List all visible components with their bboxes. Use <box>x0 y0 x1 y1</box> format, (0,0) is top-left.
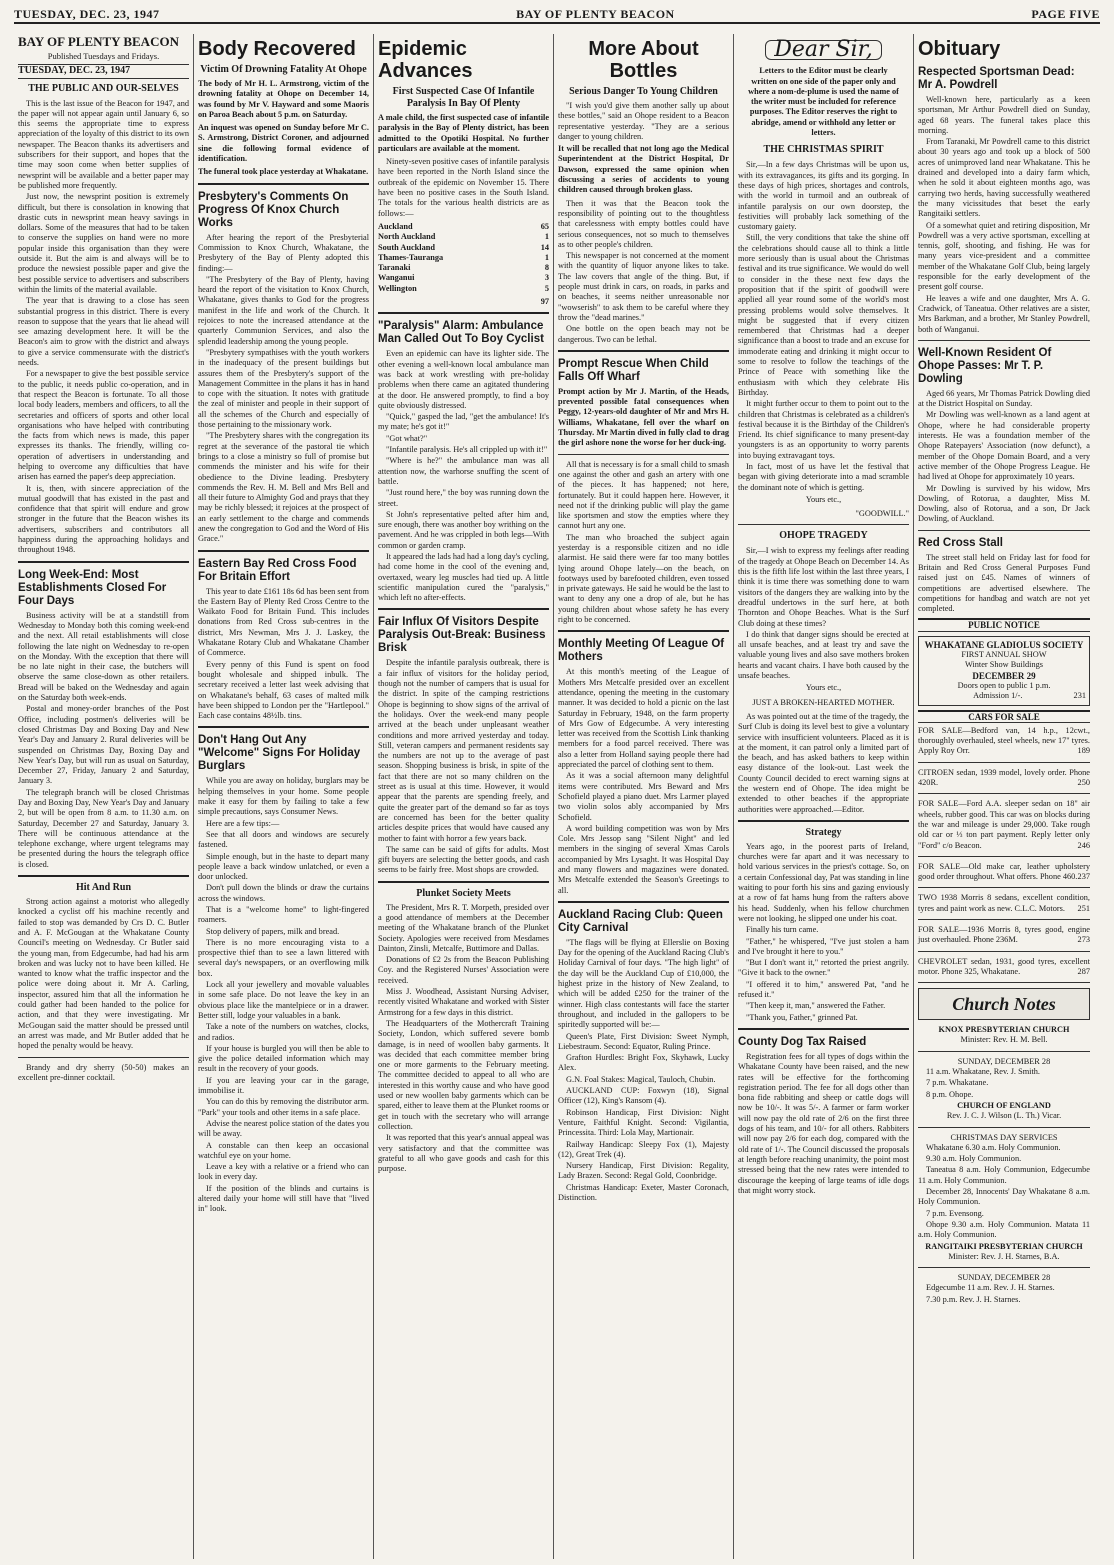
paragraph: This year to date £161 18s 6d has been sent from the Eastern Bay of Plenty Red Cross Centre to the Waikato Food for Britain Fund. This includes donations from Red Cross sub-centres in the district, Mrs Newman, Mrs J. J. Laskey, the Whakatane Rotary Club and Whakatane Chamber of Commerce. <box>198 586 369 658</box>
paragraph: Queen's Plate, First Division: Sweet Nymph, Liebestraum. Second: Equator, Ruling Prince. <box>558 1031 729 1051</box>
divider <box>18 1057 189 1058</box>
paragraph: It appeared the lads had had a long day's cycling, had come home in the cool of the evening and, overtaxed, weary leg muscles had tied up. A little scientific manipulation cured the "paralysis," which left no after-effects. <box>378 551 549 603</box>
car-ads <box>918 726 1090 983</box>
divider <box>198 183 369 185</box>
knox-head: KNOX PRESBYTERIAN CHURCH <box>938 1025 1070 1035</box>
presbytery-body <box>198 233 369 545</box>
district-name: Wellington <box>378 283 417 293</box>
notice-admission <box>922 691 1086 701</box>
paragraph: Simple enough, but in the haste to depart many people leave a back window unlatched, or even a door unlocked. <box>198 851 369 882</box>
paragraph: Railway Handicap: Sleepy Fox (1), Majesty (12), Great Trek (4). <box>558 1139 729 1159</box>
paragraph: That is a "welcome home" to light-fingered roamers. <box>198 905 369 925</box>
red-cross-body <box>198 587 369 722</box>
paragraph: Strong action against a motorist who allegedly knocked a cyclist off his machine recently and failed to stop was demanded by Crs D. C. Butler and A. F. McGougan at the Whakatane County Council's meeting on Wednesday. Cr Butler said the young man, from Edgecumbe, had had his arm broken and was lucky not to have been killed. He wanted to know what the traffic inspector and the police were doing about it. Mr A. Carling, inspector, assured him that all the information he could gather had been handed to the police for action, and that they were investigating. Mr McGougan said the matter should be pressed until an arrest was made, and Mr Butler added that he hoped the penalty would be heavy. <box>18 897 189 1051</box>
paragraph: After hearing the report of the Presbyterial Commission to Knox Church, Whakatane, the Presbytery of the Bay of Plenty adopted this finding:— <box>198 232 369 273</box>
paragraph: "Father," he whispered, "I've just stolen a ham and I've brought it here to you." <box>738 936 909 956</box>
epidemic-para: Ninety-seven positive cases of infantile paralysis have been reported in the North Island since the outbreak of the epidemic on November 15. There have been no positive cases in the South Island. The totals for the various health districts are as follows:— <box>378 157 549 218</box>
paragraph: "Infantile paralysis. He's all crippled up with it!" <box>386 445 548 455</box>
eng-services: CHRISTMAS DAY SERVICES <box>950 1132 1058 1142</box>
paragraph: While you are away on holiday, burglars may be helping themselves in your home. Some people make it easy for them by failing to take a few simple precautions, says Consumer News. <box>198 776 369 817</box>
district-name: Thames-Tauranga <box>378 252 444 262</box>
paragraph: 7 p.m. Evensong. <box>926 1208 984 1218</box>
divider <box>738 1028 909 1030</box>
rang-minister: Minister: Rev. J. H. Starnes, B.A. <box>948 1251 1060 1261</box>
paragraph: 11 a.m. Whakatane, Rev. J. Smith. <box>926 1067 1040 1077</box>
knox-minister: Minister: Rev. H. M. Bell. <box>960 1035 1048 1045</box>
paragraph: Postal and money-order branches of the Post Office, including postmen's deliveries will be closed Christmas Day and Boxing Day and New Year's Day and January 2. Rural deliveries will be suspended on Christmas Day, Boxing Day and New Year's Day, but will run as usual on Saturday, December 27, Friday, January 2 and Saturday, January 3. <box>18 704 189 786</box>
ad-text: FOR SALE—1936 Morris 8, tyres good, engine just overhauled. Phone 236M. <box>918 925 1090 945</box>
divider <box>918 340 1090 341</box>
notice-date: DECEMBER 29 <box>972 670 1036 681</box>
ad-ref: 246 <box>1077 840 1090 850</box>
paragraph: The man who broached the subject again yesterday is a responsible citizen and no idle alarmist. He said there were far too many bottles lying around Ohope lately—on the beach, on footways used by barefooted children, even tossed in private gateways. He said he would be the last to want to deny any one a drop of ale, but he has young children about whose safety he has every right to be concerned. <box>558 532 729 625</box>
case-count: 8 <box>544 263 549 273</box>
editorial-body <box>18 99 189 556</box>
paragraph: "Thank you, Father," grinned Pat. <box>746 1012 858 1022</box>
paragraph: One bottle on the open beach may not be dangerous. Two can be lethal. <box>558 324 729 344</box>
divider <box>558 350 729 352</box>
divider <box>918 919 1090 920</box>
ad-ref: 189 <box>1077 746 1090 756</box>
paragraph: Lock all your jewellery and movable valuables in some safe place. Do not leave the key in an obvious place like the mantelpiece or in a drawer. Better still, lodge your valuables in a bank. <box>198 980 369 1020</box>
column-3 <box>374 34 554 1559</box>
paragraph: For a newspaper to give the best possible service to the public, it needs public co-operation, and in that respect the Beacon is fortunate. To all those local body leaders, members and officers, to all the secretaries and officers of sports and other local organisations who have helped with contributing the facts from which news is made, this paper expresses its thanks. The friendly, willing co-operation of advertisers in understanding and helping to overcome any difficulties that have arisen has earned the paper's deep appreciation. <box>18 369 189 482</box>
classified-ad <box>918 768 1090 789</box>
case-count: 14 <box>540 242 549 252</box>
knox-date: SUNDAY, DECEMBER 28 <box>957 1056 1051 1066</box>
cocktail-filler: Brandy and dry sherry (50-50) makes an excellent pre-dinner cocktail. <box>18 1062 189 1082</box>
divider <box>558 454 729 455</box>
paragraph: Of a somewhat quiet and retiring disposition, Mr Powdrell was a very active sportsman, excelling at tennis, golf, shooting, and fishing. He was for many years vice-president and a committee member of the Whakatane Golf Club, being largely responsible for the early development of the present golf course. <box>918 220 1090 292</box>
knox-lines <box>918 1067 1090 1100</box>
mothers-body <box>558 667 729 896</box>
paragraph: Every penny of this Fund is spent on food bought wholesale and shipped inbulk. The secretary received a letter last week advising that on Whakatane's behalf, 63 cases of malted milk have been shipped to London per the "Hartlepool." Each case contains 48½lb. tins. <box>198 659 369 721</box>
paragraph: Registration fees for all types of dogs within the Whakatane County have been raised, and the new rates will be effective for the forthcoming registration period. The fee for all dogs other than bona fide rabbiting and sheep or cattle dogs will now be 10/-. It was 5/-. A farmer or farm worker will now pay the old rate of 2/6 on the first three dogs of his team, and 10/- for all others. Rabbiters will now pay 2/6 for each dog, compared with the old rate of 1/-. The Council discussed the proposals at length before reaching unanimity, the point most stressed being that the new rates were intended to discourage the keeping of large teams of idle dogs that might worry stock. <box>738 1051 909 1195</box>
cases-table <box>378 222 549 294</box>
table-row <box>378 263 549 273</box>
paragraph: Mr Dowling was well-known as a land agent at Ohope, where he had considerable property interests. He was a foundation member of the Ohope Ratepayers' Association (now defunct), a member of the Ohope Domain Board, and a very active member of the Ohope Progress League. He had lived at Ohope for approximately 10 years. <box>918 410 1090 482</box>
racing-head: Auckland Racing Club: Queen City Carnival <box>558 908 723 934</box>
table-row <box>378 253 549 263</box>
district-name: South Auckland <box>378 242 435 252</box>
running-head-paper: BAY OF PLENTY BEACON <box>516 7 675 21</box>
paragraph: At this month's meeting of the League of Mothers Mrs Metcalfe presided over an excellent attendance, opening the meeting in the customary manner. It was decided to hold a picnic on the last Saturday in February, 1948, on the farm property of Mrs Gow of Edgecumbe. A very interesting letter was received from the Scottish Link thanking members for a food parcel received. There was also a letter from Holland saying people there had appreciated the parcel of clothing sent to them. <box>558 667 729 770</box>
divider <box>918 951 1090 952</box>
obituary-head: Obituary <box>918 38 1001 60</box>
notice-admission-text: Admission 1/-. <box>973 691 1023 701</box>
divider <box>918 856 1090 857</box>
rang-head: RANGITAIKI PRESBYTERIAN CHURCH <box>925 1241 1083 1251</box>
editorial-head: THE PUBLIC AND OUR-SELVES <box>28 82 179 94</box>
paragraph: Donations of £2 2s from the Beacon Publishing Coy. and the Registered Nurses' Association were received. <box>378 955 549 985</box>
bottles-head: More About Bottles <box>588 38 699 82</box>
divider <box>18 561 189 563</box>
notice-venue: Winter Show Buildings <box>964 660 1044 670</box>
paragraph: Nursery Handicap, First Division: Regality, Lady Brazen. Second: Regal Gold, Coonbridge. <box>558 1161 729 1181</box>
dog-tax-head: County Dog Tax Raised <box>738 1035 867 1048</box>
paragraph: Don't pull down the blinds or draw the curtains across the windows. <box>198 883 369 903</box>
paragraph: Finally his turn came. <box>746 925 819 935</box>
table-row <box>378 222 549 232</box>
paragraph: In fact, most of us have let the festival that began with giving deteriorate into a mad scramble the dominant note of which is getting. <box>738 461 909 492</box>
paragraph: Miss J. Woodhead, Assistant Nursing Adviser, recently visited Whakatane and worked with Sister Armstrong for a few days in this district. <box>378 987 549 1017</box>
paragraph: Aged 66 years, Mr Thomas Patrick Dowling died at the District Hospital on Sunday. <box>918 388 1090 409</box>
paragraph: It is, then, with sincere appreciation of the mutual goodwill that has existed in the past and confidence that that spirit will endure and grow stronger in the future that the Beacon wishes its advertisers, subscribers and contributors all happiness during the approaching holidays and throughout 1948. <box>18 483 189 555</box>
district-name: Wanganui <box>378 273 415 283</box>
running-head-date: TUESDAY, DEC. 23, 1947 <box>14 7 160 21</box>
paragraph: "Then keep it, man," answered the Father. <box>746 1001 886 1011</box>
epidemic-sub: First Suspected Case Of Infantile Paralysis In Bay Of Plenty <box>392 86 535 109</box>
paragraph: 7.30 p.m. Rev. J. H. Starnes. <box>926 1294 1021 1304</box>
paragraph: St John's representative pelted after him and, sure enough, there was another boy writhing on the pavement. And he was crippled in both legs—With common or garden cramp. <box>378 509 549 550</box>
cases-total: 97 <box>540 297 549 307</box>
prompt-rescue-deck: Prompt action by Mr J. Martin, of the Heads, prevented possible fatal consequences when Peggy, 12-years-old daughter of Mr and Mrs H. Williams, Whakatane, fell over the wharf on Thursday. Mr Martin dived in fully clad to drag the girl ashore none the worse for her duck-ing. <box>558 386 729 448</box>
divider <box>558 901 729 903</box>
district-name: Auckland <box>378 221 413 231</box>
divider <box>378 312 549 314</box>
signoff-3: Yours etc., <box>805 683 842 693</box>
paragraph: Leave a key with a relative or a friend who can look in every day. <box>198 1162 369 1182</box>
eng-lines <box>918 1143 1090 1241</box>
divider <box>738 820 909 822</box>
paragraph: Then it was that the Beacon took the responsibility of pointing out to the thoughtless that carelessness with empty bottles could have serious consequences, not so much to themselves as to other people's children. <box>558 198 729 249</box>
paragraph: Christmas Handicap: Exeter, Master Coronach, Distinction. <box>558 1182 729 1203</box>
paragraph: He leaves a wife and one daughter, Mrs A. G. Cradwick, of Taneatua. Other relatives are a sister, Mrs Barkman, and a brother, Mr Stanley Powdrell, both of Wanganui. <box>918 293 1090 334</box>
paragraph: Sir,—I wish to express my feelings after reading of the tragedy at Ohope Beach on December 14. As this is the fifth life lost within the last three years, I think it is time there was something done to warn visitors of the dangers they are walking into by the dreadful undertows in the surf here, at both Thornton and Ohope Beaches. What is the Surf Club doing at these times? <box>738 546 909 628</box>
case-count: 5 <box>544 283 549 293</box>
paragraph: If your house is burgled you will then be able to give the police detailed information which may result in the recovery of your goods. <box>198 1043 369 1074</box>
paragraph: Mr Dowling is survived by his widow, Mrs Dowling, of Rotorua, a daughter, Miss M. Dowling, also of Rotorua, and a son, Dr Jack Dowling, of Auckland. <box>918 483 1090 524</box>
long-weekend-body <box>18 611 189 870</box>
classified-ad <box>918 893 1090 914</box>
paragraph: All that is necessary is for a small child to smash one against the other and gash an artery with one of the pieces. It has happened; not here, fortunately. But it could happen here. However, it need not if the drinking public will play the game like sportsmen and stow the empties where they cannot hurt any one. <box>558 459 729 531</box>
plunket-body <box>378 903 549 1175</box>
paragraph: Whakatane 6.30 a.m. Holy Communion. <box>926 1142 1061 1152</box>
paragraph: Take a note of the numbers on watches, clocks, and radios. <box>198 1022 369 1042</box>
divider <box>918 762 1090 763</box>
rang-lines <box>918 1283 1090 1305</box>
paragraph: The Headquarters of the Mothercraft Training Society, London, which suffered severe bomb damage, is in need of woollen baby garments. It was decided that each committee member bring one or more garments to the February meeting. The committee decided to appeal to all who are interested in this worthy cause and who have good used or new woollen baby garments which can be spared, either to leave them at the Plunket rooms or get in touch with the secretary who will arrange collection. <box>378 1018 549 1131</box>
paragraph: The year that is drawing to a close has seen substantial progress in this district. There is every reason to suppose that the years that lie ahead will see amazing development here. It will be the Beacon's aim to grow with the district and always to give a service commensurate with the district's needs. <box>18 296 189 368</box>
signoff-2: "GOODWILL." <box>855 509 909 519</box>
epidemic-deck: A male child, the first suspected case of infantile paralysis in the Bay of Plenty district, has been admitted to the Opotiki Hospital. No further particulars are available at the moment. <box>378 113 549 153</box>
masthead-date: TUESDAY, DEC. 23, 1947 <box>18 64 189 78</box>
paragraph: The President, Mrs R. T. Morpeth, presided over a good attendance of members at the December meeting of the Whakatane branch of the Plunket Society. Apologies were received from Mesdames Dainton, Zinsli, Metcalfe, Buttimore and Dallas. <box>378 902 549 953</box>
paragraph: See that all doors and windows are securely fastened. <box>198 829 369 850</box>
column-5 <box>734 34 914 1559</box>
burglars-body <box>198 776 369 1214</box>
long-weekend-head: Long Week-End: Most Establishments Closed For Four Days <box>18 568 167 607</box>
paragraph: Robinson Handicap, First Division: Night Venture, Faithful Knight. Second: Vigilantia, Princessita. Third: Lola May, Martionair. <box>558 1107 729 1138</box>
paragraph: December 28, Innocents' Day Whakatane 8 a.m. Holy Communion. <box>918 1187 1090 1207</box>
divider <box>918 793 1090 794</box>
paragraph: Advise the nearest police station of the dates you will be away. <box>198 1118 369 1139</box>
ad-text: TWO 1938 Morris 8 sedans, excellent condition, tyres and paint work as new. C.L.C. Motors. <box>918 893 1090 913</box>
paragraph: I do think that danger signs should be erected at all unsafe beaches, and at least try and save the valuable young lives and also save mothers broken hearts and vacant chairs. I have both caused by the unsafe beaches. <box>738 629 909 681</box>
cars-label: CARS FOR SALE <box>918 710 1090 723</box>
divider <box>918 530 1090 531</box>
paragraph: "The Presbytery shares with the congregation its regret at the severance of the pastoral tie which brings to a close a ministry so full of promise but commends the minister and his wife for their obedience to the Divine leading. Presbytery commends the Rev. H. M. Bell and Mrs Bell and all their future to Almighty God and prays that they may be richly blessed; it rejoices at the prospect of an early settlement to the charge and commends anew the congregation to God and the Word of His Grace." <box>198 431 369 544</box>
paragraph: "The Presbytery of the Bay of Plenty, having heard the report of the visitation to Knox Church, Whakatane, gives thanks to God for the progress manifest in the life and work of the Church. It rejoices to note the increased attendance at the quarterly Communion Services, and also the splendid leadership among the young people. <box>198 274 369 346</box>
paragraph: Years ago, in the poorest parts of Ireland, churches were far apart and it was necessary to hold various services in the priest's cottage. So, on a certain Confessional day, Pat was standing in line waiting to pour forth his sins and gazing enviously at a row of fat hams hung from the rafters above his head. Suddenly, when his fellow churchmen were not looking, he slipped one under his coat. <box>738 841 909 923</box>
ad-text: FOR SALE—Old make car, leather upholstery good order throughout. What offers. Phone 460. <box>918 861 1090 882</box>
body-recovered-sub: Victim Of Drowning Fatality At Ohope <box>200 64 367 75</box>
divider <box>918 887 1090 888</box>
column-1 <box>14 34 194 1559</box>
paragraph: This is the last issue of the Beacon for 1947, and the paper will not appear again until January 6, so this seems the appropriate time to express appreciation of the loyalty of this district to its own newspaper. The Beacon thanks its advertisers and subscribers for their support, and hopes that the time may soon come when better supplies of newsprint will be available and a better paper may be published more frequently. <box>18 98 189 190</box>
columns <box>14 34 1104 1559</box>
bottles-para1: "I wish you'd give them another sally up about these bottles," said an Ohope resident to a Beacon representative yesterday. "They are a serious danger to young children. <box>558 101 729 141</box>
obit-2-head: Well-Known Resident Of Ohope Passes: Mr T. P. Dowling <box>918 346 1052 385</box>
classified-ad <box>918 925 1090 946</box>
paragraph: Grafton Hurdles: Bright Fox, Skyhawk, Lucky Alex. <box>558 1053 729 1073</box>
divider <box>378 608 549 610</box>
paragraph: The same can be said of gifts for adults. Most gift buyers are selecting the better goods, and cash seems to be fairly free. Most shops are crowded. <box>378 844 549 875</box>
signoff-4: JUST A BROKEN-HEARTED MOTHER. <box>752 697 895 707</box>
district-name: Taranaki <box>378 263 411 273</box>
paragraph: There is no more encouraging vista to a prospective thief than to see a lawn littered with several day's newspapers, or an overflowing milk box. <box>198 937 369 978</box>
hit-and-run-head: Hit And Run <box>75 882 132 894</box>
paragraph: A constable can then keep an occasional watchful eye on your home. <box>198 1140 369 1160</box>
hit-and-run-body <box>18 897 189 1051</box>
influx-head: Fair Influx Of Visitors Despite Paralysis Out-Break: Business Brisk <box>378 616 546 655</box>
dog-tax-body <box>738 1052 909 1196</box>
ad-ref: 250 <box>1077 778 1090 788</box>
classified-ad <box>918 957 1090 978</box>
district-name: North Auckland <box>378 232 436 242</box>
paragraph: Sir,—In a few days Christmas will be upon us, with its extravagances, its gifts and its gorging. In these days of high prices, shortages and controls, with the world in turmoil and an outbreak of infantile paralysis on our own doorstep, the festivities will probably lack something of the customary gaiety. <box>738 160 909 232</box>
christmas-spirit-head: THE CHRISTMAS SPIRIT <box>763 144 884 156</box>
paragraph: From Taranaki, Mr Powdrell came to this district about 30 years ago and took up a block of 500 acres of unimproved land near Whakatane. This he drained and developed into a dairy farm which, when he sold it about eighteen months ago, was carrying two herds, having successfully weathered the many vicissitudes that beset the early Rangitaiki settlers. <box>918 137 1090 219</box>
divider <box>198 726 369 728</box>
paragraph: It might further occur to them to point out to the children that Christmas is celebrated as a children's festival because it is the Birthday of the Children's Friend. Its chief significance to many present-day youngsters is as an opportunity to worry parents into buying extravagant toys. <box>738 399 909 460</box>
paragraph: The telegraph branch will be closed Christmas Day and Boxing Day, New Year's Day and January 2, but will be open from 8 a.m. to 11.30 a.m. on Saturday, December 27 and Saturday, January 3. There will be continuous attendance at the telephone exchange, where urgent telegrams may be presented during the hours the telegraph office is closed. <box>18 787 189 869</box>
public-notice-label: PUBLIC NOTICE <box>918 618 1090 631</box>
red-cross-stall-head: Red Cross Stall <box>918 536 1003 549</box>
table-row <box>378 273 549 283</box>
obit-1-body <box>918 95 1090 335</box>
red-cross-head: Eastern Bay Red Cross Food For Britain Effort <box>198 557 357 583</box>
paragraph: "I offered it to him," answered Pat, "and he refused it." <box>738 979 909 1000</box>
paragraph: Ohope 9.30 a.m. Holy Communion. Matata 11 a.m. Holy Communion. <box>918 1219 1090 1240</box>
table-row <box>378 232 549 242</box>
table-row <box>378 243 549 253</box>
bottles-body <box>558 199 729 345</box>
letters-note: Letters to the Editor must be clearly written on one side of the paper only and where a nom-de-plume is used the name of the writer must be included for reference purposes. The Editor reserves the right to abridge, amend or withhold any letter or letters. <box>748 66 899 138</box>
divider <box>378 881 549 883</box>
case-count: 1 <box>544 252 549 262</box>
notice-org: WHAKATANE GLADIOLUS SOCIETY <box>924 639 1084 650</box>
paragraph: If you are leaving your car in the garage, immobilise it. <box>198 1075 369 1096</box>
strategy-head: Strategy <box>805 826 842 838</box>
paragraph: Even an epidemic can have its lighter side. The other evening a well-known local ambulance man was back at work wrestling with pre-holiday problems when there came an agitated thundering at the door. He answered promptly, to find a boy quite obviously distressed. <box>378 349 549 410</box>
paragraph: "But I don't want it," retorted the priest angrily. "Give it back to the owner." <box>738 958 909 978</box>
prompt-rescue-head: Prompt Rescue When Child Falls Off Wharf <box>558 357 709 383</box>
obit-2-body <box>918 389 1090 525</box>
column-2 <box>194 34 374 1559</box>
paragraph: You can do this by removing the distributor arm. "Park" your tools and other items in a safe place. <box>198 1097 369 1117</box>
paragraph: "Where is he?" the ambulance man was all attention now, the warhorse snuffing the scent of battle. <box>378 456 549 486</box>
ad-ref: 287 <box>1077 966 1090 976</box>
burglars-head: Don't Hang Out Any "Welcome" Signs For Holiday Burglars <box>198 734 361 773</box>
case-count: 65 <box>540 221 549 231</box>
editor-reply: As was pointed out at the time of the tragedy, the Surf Club is doing its level best to give a voluntary service with insufficient volunteers. Placed as it is at the moment, it can patrol only a limited part of the beach, and has asked bathers to keep within easy distance of the look-out. Last week the County Council decided to erect warning signs at the western end of Ohope. The idea might be extended to other beaches if the appropriate authorities were approached.—Editor. <box>738 711 909 814</box>
christmas-spirit-body <box>738 160 909 493</box>
body-recovered-deck3: The funeral took place yesterday at Whakatane. <box>198 167 369 177</box>
mothers-head: Monthly Meeting Of League Of Mothers <box>558 638 725 664</box>
column-4 <box>554 34 734 1559</box>
paragraph: A word building competition was won by Mrs Cole. Mrs Jessop sang "Silent Night" and led members in the singing of several Xmas Carols accompanied by Mrs Lysaght. It was Hospital Day and many flowers and magazines were donated. Mrs Metcalfe extended the Season's Greetings to all. <box>558 823 729 895</box>
ohope-tragedy-body <box>738 546 909 681</box>
masthead-title: BAY OF PLENTY BEACON <box>18 34 179 49</box>
paragraph: Despite the infantile paralysis outbreak, there is a fair influx of visitors for the holiday period, though not the number of campers that is usual for the district. In spite of the camping restrictions Ohope is beginning to show signs of the arrival of the holidays. Over the week-end many people arrived at the beach under unpleasant weather conditions and more arrived yesterday and today. Still, veteran campers and permanent residents say the numbers are not up to the average of past season. Shopping business is brisk, in spite of the fact that there are not so many children on the street as is usual at this time. However, it would appear that the parents are spending freely, and quite the greater part of the demand so far as toys are concerned has been for the better quality articles despite prices that would have caused any mother to faint with horror a few years back. <box>378 658 549 843</box>
red-cross-stall-body: The street stall held on Friday last for food for Britain and Red Cross General Purposes Fund raised just on £45. Names of winners of competitions are advertised elsewhere. The competitions for handbag and watch are not yet completed. <box>918 552 1090 614</box>
dear-sir-banner: Dear Sir, <box>765 40 881 60</box>
rang-date: SUNDAY, DECEMBER 28 <box>957 1273 1051 1283</box>
paragraph: 8 p.m. Ohope. <box>926 1089 974 1099</box>
ad-text: CHEVROLET sedan, 1931, good tyres, excellent motor. Phone 325, Whakatane. <box>918 956 1090 976</box>
running-head-page: PAGE FIVE <box>1031 7 1100 21</box>
divider <box>918 982 1090 983</box>
presbytery-head: Presbytery's Comments On Progress Of Knox Church Works <box>198 190 349 229</box>
paragraph: "Presbytery sympathises with the youth workers in the inadequacy of the present buildings but assures them of the Presbytery's support of the Management Committee in the plans it has in hand to cope with the situation. It notes with gratitude the zeal of minister and people in their support of all the schemes of the Church and especially of those pertaining to the missionary work. <box>198 347 369 430</box>
signoff-1: Yours etc., <box>805 494 842 504</box>
paragraph: "Quick," gasped the lad, "get the ambulance! It's my mate; he's got it!" <box>378 412 549 432</box>
divider <box>18 875 189 877</box>
paragraph: Still, the very conditions that take the shine off the celebrations should cause all to think a little more seriously than is usual about the Christmas festival and its true significance. We would do well to consider in the these next few days the proposition that if the spirit of goodwill were applied all year round some of the world's most pressing problems would solve themselves. It might be suggested that if every citizen remembered that Christmas had a deeper significance than a boost to trade and an excuse for immoderate eating and drinking it might occur to some to resolve to follow the teachings of the Prince of Peace with something like the enthusiasm with which they celebrate His Birthday. <box>738 233 909 397</box>
paragraph: G.N. Foal Stakes: Magical, Tauloch, Chubin. <box>566 1074 716 1084</box>
divider <box>918 1127 1090 1128</box>
paralysis-alarm-body <box>378 349 549 603</box>
masthead-pub: Published Tuesdays and Fridays. <box>47 51 160 61</box>
eng-head: CHURCH OF ENGLAND <box>957 1100 1051 1110</box>
classified-ad <box>918 862 1090 883</box>
divider <box>918 1267 1090 1268</box>
notice-ref: 231 <box>1073 691 1086 701</box>
divider <box>558 630 729 632</box>
classified-ad <box>918 799 1090 850</box>
ad-text: FOR SALE—Ford A.A. sleeper sedan on 18" air wheels, rubber good. This car was on blocks during the war and mileage is under 29,000. Take rough old car or ⅓ ton part payment. Reply letter only "Ford" c/o Beacon. <box>918 799 1090 850</box>
paragraph: It was reported that this year's annual appeal was very satisfactory and that the committee was grateful to all who gave goods and cash for this purpose. <box>378 1133 549 1174</box>
paragraph: Taneatua 8 a.m. Holy Communion, Edgecumbe 11 a.m. Holy Communion. <box>918 1165 1090 1185</box>
paralysis-alarm-head: "Paralysis" Alarm: Ambulance Man Called Out To Boy Cyclist <box>378 320 544 346</box>
ad-text: CITROEN sedan, 1939 model, lovely order. Phone 420R. <box>918 767 1090 788</box>
ad-ref: 251 <box>1077 903 1090 913</box>
epidemic-head: Epidemic Advances <box>378 38 473 82</box>
prompt-rescue-body <box>558 460 729 626</box>
case-count: 1 <box>544 232 549 242</box>
paragraph: 9.30 a.m. Holy Communion. <box>926 1154 1022 1164</box>
gladiolus-notice <box>918 636 1090 706</box>
ad-text: FOR SALE—Bedford van, 14 h.p., 12cwt., thoroughly overhauled, steel wheels, new 17" tyres. Apply Roy Orr. <box>918 725 1090 756</box>
paragraph: AUCKLAND CUP: Foxwyn (18), Signal Officer (12), King's Ransom (4). <box>558 1086 729 1106</box>
ad-ref: 237 <box>1077 872 1090 882</box>
divider <box>738 524 909 525</box>
running-head <box>14 2 1100 24</box>
racing-body <box>558 938 729 1203</box>
column-6 <box>914 34 1094 1559</box>
influx-body <box>378 658 549 875</box>
paragraph: "Just round here," the boy was running down the street. <box>378 488 549 508</box>
bottles-sub: Serious Danger To Young Children <box>569 86 718 97</box>
notice-event: FIRST ANNUAL SHOW <box>961 650 1047 660</box>
notice-doors: Doors open to public 1 p.m. <box>957 680 1051 690</box>
body-recovered-deck: The body of Mr H. L. Armstrong, victim of the drowning fatality at Ohope on December 14, was found by Mr V. Hayward and some Maoris on Paroa Beach about 5 p.m. on Saturday. <box>198 79 369 119</box>
paragraph: Just now, the newsprint position is extremely difficult, but there is consolation in knowing that drastic cuts in newsprint mean heavy savings in dollars. Some of the measures that had to be taken to conserve the supplies on hand were no more popular inside this organisation than they were outside it. But the aim is and always will be to produce the newsiest possible paper and give the best possible service to advertisers and subscribers within the limits of the material available. <box>18 192 189 294</box>
paragraph: Edgecumbe 11 a.m. Rev. J. H. Starnes. <box>926 1283 1055 1293</box>
obit-1-head: Respected Sportsman Dead: Mr A. Powdrell <box>918 66 1075 91</box>
ad-ref: 273 <box>1077 935 1090 945</box>
divider <box>198 550 369 552</box>
paragraph: This newspaper is not concerned at the moment with the quantity of liquor anyone likes to take. The law covers that angle of the thing. But, if people must drink in cars, on roads, in parks and on beaches, it seems neither unreasonable nor "wowserish" to ask them to be careful where they throw the "dead marines." <box>558 251 729 322</box>
paragraph: Here are a few tips:— <box>206 818 280 828</box>
strategy-body <box>738 842 909 1023</box>
ohope-tragedy-head: OHOPE TRAGEDY <box>779 530 868 542</box>
paragraph: As it was a social afternoon many delightful items were contributed. Mrs Beward and Mrs Schofield played a piano duet. Mrs Larmer played two violin solos ably accompanied by Mrs Schofield. <box>558 771 729 822</box>
case-count: 3 <box>544 273 549 283</box>
table-row <box>378 284 549 294</box>
body-recovered-deck2: An inquest was opened on Sunday before Mr C. S. Armstrong, District Coroner, and adjourned sine die following formal evidence of identification. <box>198 123 369 164</box>
paragraph: "Got what?" <box>386 433 428 443</box>
paragraph: If the position of the blinds and curtains is altered daily your home will still have that "lived in" look. <box>198 1183 369 1214</box>
divider <box>918 1051 1090 1052</box>
body-recovered-head: Body Recovered <box>198 38 356 60</box>
eng-minister: Rev. J. C. J. Wilson (L. Th.) Vicar. <box>946 1111 1062 1121</box>
paragraph: "The flags will be flying at Ellerslie on Boxing Day for the opening of the Auckland Racing Club's Holiday Carnival of four days. "The high light" of the day will be the Auckland Cup of £10,000, the highest prize in the history of New Zealand, to which will be added £250 for the trainer of the winner. High class contestants will face the starter throughout, and included in the gallopers to be spiritedly supported will be:— <box>558 937 729 1030</box>
paragraph: Well-known here, particularly as a keen sportsman, Mr Arthur Powdrell died on Sunday, aged 68 years. The funeral takes place this morning. <box>918 95 1090 135</box>
plunket-head: Plunket Society Meets <box>416 887 511 899</box>
paragraph: Stop delivery of papers, milk and bread. <box>206 926 340 936</box>
paragraph: 7 p.m. Whakatane. <box>926 1078 989 1088</box>
church-notes-banner: Church Notes <box>918 988 1090 1020</box>
classified-ad <box>918 726 1090 757</box>
bottles-deck: It will be recalled that not long ago the Medical Superintendent at the District Hospital, Dr Dawson, expressed the same opinion when discussing a series of accidents to young children caused through broken glass. <box>558 144 729 195</box>
paragraph: Business activity will be at a standstill from Wednesday to Monday both this coming week-end and the next. All retail establishments will close following the late night on Wednesday to re-open on the Monday. With the exception that there will be no late night in their case, the butchers will observe the same close-down as other retailers. Bread will be baked on the Wednesday and again on the Saturday both week-ends. <box>18 610 189 703</box>
